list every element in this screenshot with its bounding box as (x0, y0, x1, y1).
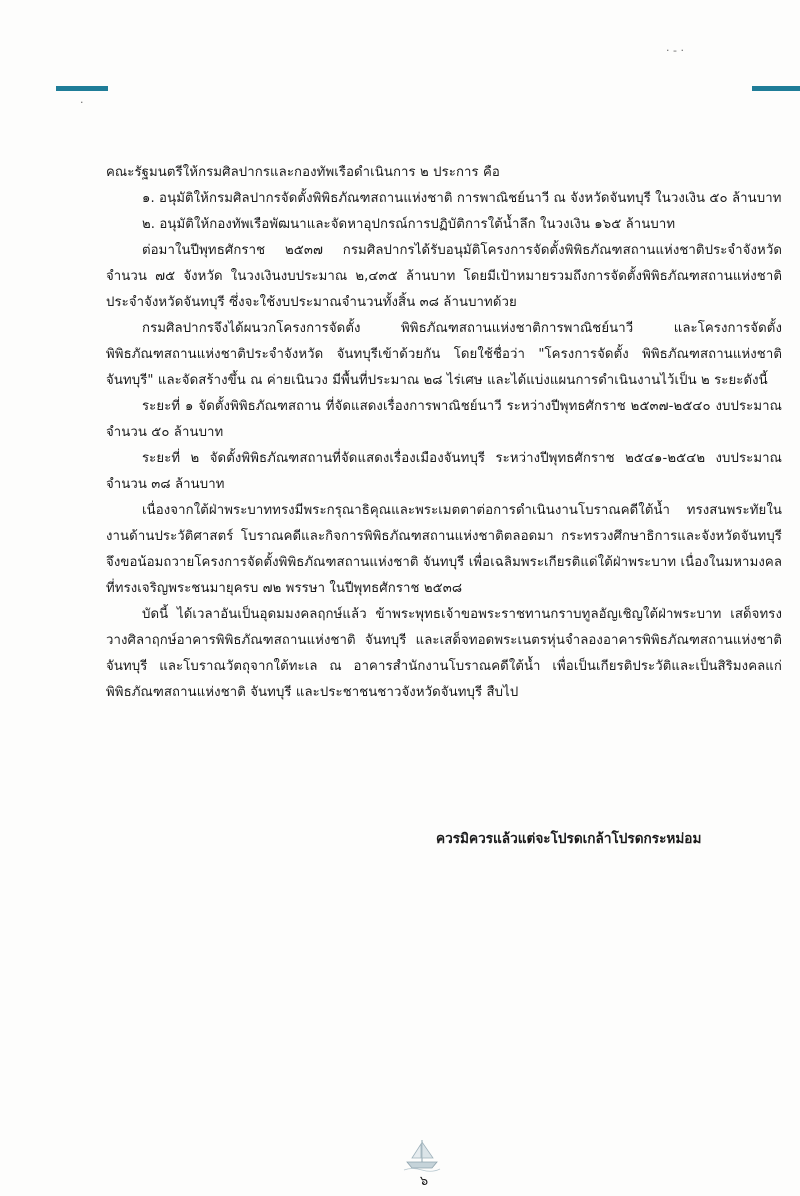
page-number: ๖ (419, 1174, 429, 1189)
scan-speck: · (80, 96, 84, 109)
sailing-ship-icon (402, 1138, 442, 1172)
paragraph: ๒. อนุมัติให้กองทัพเรือพัฒนาและจัดหาอุปกรณ์การปฏิบัติการใต้น้ำลึก ในวงเงิน ๑๖๕ ล้านบาท (142, 217, 676, 232)
paragraph: เนื่องจากใต้ฝ่าพระบาททรงมีพระกรุณาธิคุณและพระเมตตาต่อการดำเนินงานโบราณคดีใต้น้ำ ทรงสนพระทัยในงานด้านประวัติศาสตร์ โบราณคดีและกิจการพิพิธภัณฑสถานแห่งชาติตลอดมา กระทรวงศึกษาธิการและจังหวัดจันทบุรีจึงขอน้อมถวายโครงการจัดตั้งพิพิธภัณฑสถานแห่งชาติ จันทบุรี เพื่อเฉลิมพระเกียรติแด่ใต้ฝ่าพระบาท เนื่องในมหามงคลที่ทรงเจริญพระชนมายุครบ ๗๒ พรรษา ในปีพุทธศักราช ๒๕๓๘ (106, 503, 782, 596)
closing-line: ควรมิควรแล้วแต่จะโปรดเกล้าโปรดกระหม่อม (436, 831, 702, 847)
scan-speck: · - · (666, 44, 684, 57)
paragraph: คณะรัฐมนตรีให้กรมศิลปากรและกองทัพเรือดำเนินการ ๒ ประการ คือ (106, 165, 500, 180)
header-rule-left (56, 86, 108, 91)
paragraph: ต่อมาในปีพุทธศักราช ๒๕๓๗ กรมศิลปากรได้รับอนุมัติโครงการจัดตั้งพิพิธภัณฑสถานแห่งชาติประจำจังหวัด จำนวน ๗๕ จังหวัด ในวงเงินงบประมาณ ๒,๔๓๕ ล้านบาท โดยมีเป้าหมายรวมถึงการจัดตั้งพิพิธภัณฑสถานแห่งชาติประจำจังหวัดจันทบุรี ซึ่งจะใช้งบประมาณจำนวนทั้งสิ้น ๓๘ ล้านบาทด้วย (106, 243, 782, 310)
paragraph: ๑. อนุมัติให้กรมศิลปากรจัดตั้งพิพิธภัณฑสถานแห่งชาติ การพาณิชย์นาวี ณ จังหวัดจันทบุรี ในวงเงิน ๕๐ ล้านบาท (142, 191, 782, 206)
body-text (106, 160, 782, 706)
paragraph: บัดนี้ ได้เวลาอันเป็นอุดมมงคลฤกษ์แล้ว ข้าพระพุทธเจ้าขอพระราชทานกราบทูลอัญเชิญใต้ฝ่าพระบาท เสด็จทรงวางศิลาฤกษ์อาคารพิพิธภัณฑสถานแห่งชาติ จันทบุรี และเสด็จทอดพระเนตรหุ่นจำลองอาคารพิพิธภัณฑสถานแห่งชาติ จันทบุรี และโบราณวัตถุจากใต้ทะเล ณ อาคารสำนักงานโบราณคดีใต้น้ำ เพื่อเป็นเกียรติประวัติและเป็นสิริมงคลแก่พิพิธภัณฑสถานแห่งชาติ จันทบุรี และประชาชนชาวจังหวัดจันทบุรี สืบไป (106, 607, 782, 700)
paragraph: กรมศิลปากรจึงได้ผนวกโครงการจัดตั้ง พิพิธภัณฑสถานแห่งชาติการพาณิชย์นาวี และโครงการจัดตั้งพิพิธภัณฑสถานแห่งชาติประจำจังหวัด จันทบุรีเข้าด้วยกัน โดยใช้ชื่อว่า "โครงการจัดตั้ง พิพิธภัณฑสถานแห่งชาติ จันทบุรี" และจัดสร้างขึ้น ณ ค่ายเนินวง มีพื้นที่ประมาณ ๒๘ ไร่เศษ และได้แบ่งแผนการดำเนินงานไว้เป็น ๒ ระยะดังนี้ (106, 321, 782, 388)
header-rule-right (752, 86, 800, 91)
paragraph: ระยะที่ ๒ จัดตั้งพิพิธภัณฑสถานที่จัดแสดงเรื่องเมืองจันทบุรี ระหว่างปีพุทธศักราช ๒๕๔๑-๒๕๔๒ งบประมาณจำนวน ๓๘ ล้านบาท (106, 451, 782, 492)
paragraph: ระยะที่ ๑ จัดตั้งพิพิธภัณฑสถาน ที่จัดแสดงเรื่องการพาณิชย์นาวี ระหว่างปีพุทธศักราช ๒๕๓๗-๒๕๔๐ งบประมาณจำนวน ๕๐ ล้านบาท (106, 399, 782, 440)
